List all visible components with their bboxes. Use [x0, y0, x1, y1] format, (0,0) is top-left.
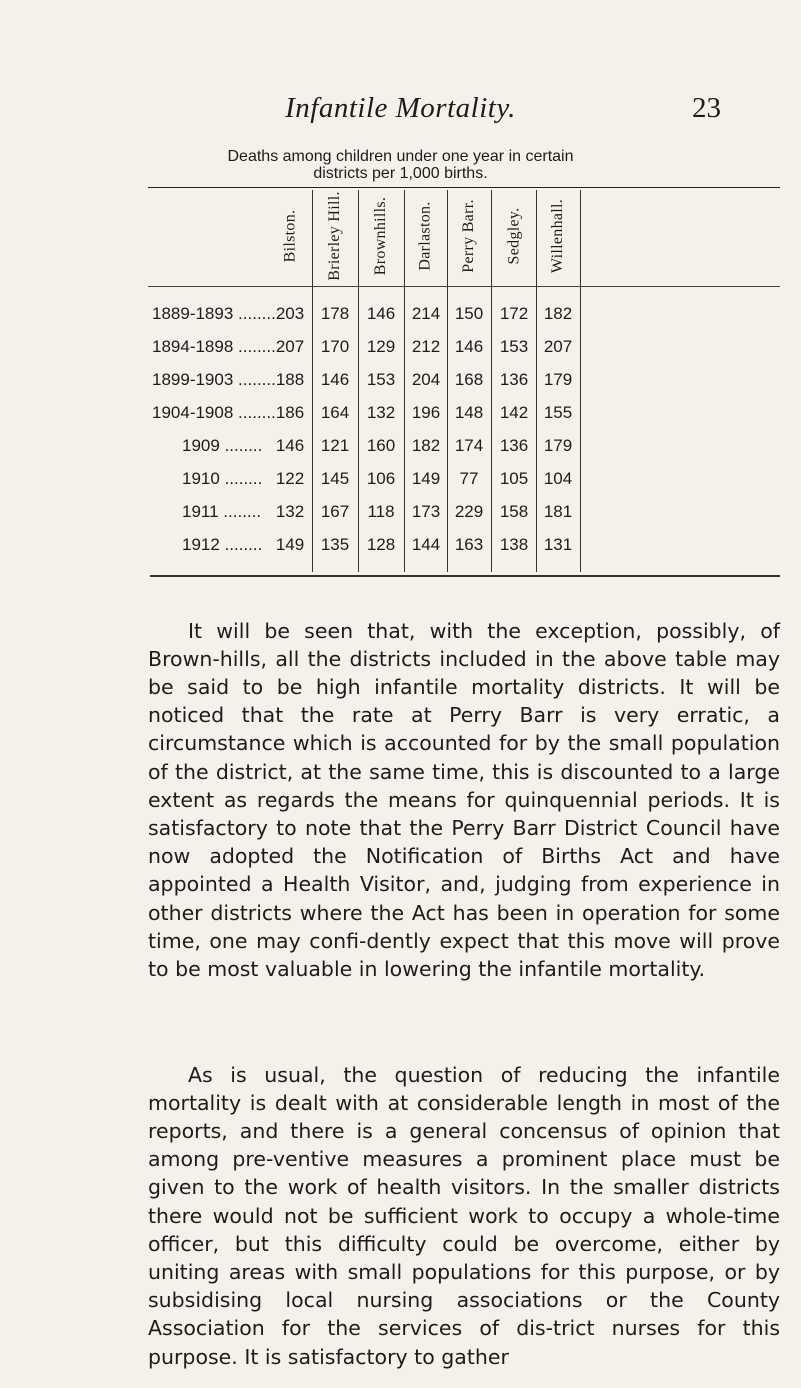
table-cell: 181: [543, 502, 573, 521]
row-label: 1904-1908 ........: [152, 403, 276, 422]
row-label: 1894-1898 ........: [152, 337, 276, 356]
table-cell: 164: [320, 403, 350, 422]
table-cell: 163: [454, 535, 484, 554]
column-header-perry-barr: Perry Barr.: [460, 199, 478, 273]
table-row: [0, 436, 801, 462]
row-label: 1909 ........: [182, 436, 263, 455]
page-number: 23: [692, 92, 721, 124]
table-cell: 121: [320, 436, 350, 455]
table-cell: 148: [454, 403, 484, 422]
table-cell: 144: [411, 535, 441, 554]
table-cell: 168: [454, 370, 484, 389]
table-cell: 145: [320, 469, 350, 488]
table-row: [0, 535, 801, 561]
table-row: [0, 403, 801, 429]
table-cell: 105: [499, 469, 529, 488]
caption-line-1: Deaths among children under one year in certain: [227, 148, 574, 165]
table-cell: 174: [454, 436, 484, 455]
column-header-willenhall: Willenhall.: [549, 198, 567, 274]
table-cell: 196: [411, 403, 441, 422]
table-cell: 167: [320, 502, 350, 521]
column-header-darlaston: Darlaston.: [417, 201, 435, 271]
table-cell: 160: [366, 436, 396, 455]
table-row: [0, 304, 801, 330]
running-title: Infantile Mortality.: [285, 92, 516, 124]
row-label: 1912 ........: [182, 535, 263, 554]
table-cell: 132: [366, 403, 396, 422]
table-cell: 188: [275, 370, 305, 389]
column-header-brierley-hill: Brierley Hill.: [326, 191, 344, 281]
table-cell: 138: [499, 535, 529, 554]
table-cell: 77: [459, 469, 479, 488]
table-cell: 146: [275, 436, 305, 455]
table-cell: 129: [366, 337, 396, 356]
table-cell: 136: [499, 436, 529, 455]
table-cell: 173: [411, 502, 441, 521]
table-cell: 229: [454, 502, 484, 521]
table-cell: 182: [543, 304, 573, 323]
table-cell: 203: [275, 304, 305, 323]
table-cell: 135: [320, 535, 350, 554]
paragraph-1: It will be seen that, with the exception, possibly, of Brown-hills, all the districts included in the above table may be said to be high infantile mortality districts. It will be noticed that the rate at Perry Barr is very erratic, a circumstance which is accounted for by the small population of the district, at the same time, this is discounted to a large extent as regards the means for quinquennial periods. It is satisfactory to note that the Perry Barr District Council have now adopted the Notification of Births Act and have appointed a Health Visitor, and, judging from experience in other districts where the Act has been in operation for some time, one may confi-dently expect that this move will prove to be most valuable in lowering the infantile mortality.: [148, 618, 780, 981]
table-cell: 118: [367, 502, 395, 521]
table-cell: 170: [320, 337, 350, 356]
table-cell: 153: [366, 370, 396, 389]
table-row: [0, 502, 801, 528]
row-label: 1889-1893 ........: [152, 304, 276, 323]
table-cell: 150: [454, 304, 484, 323]
table-cell: 104: [543, 469, 573, 488]
row-label: 1910 ........: [182, 469, 263, 488]
table-cell: 146: [366, 304, 396, 323]
table-cell: 146: [320, 370, 350, 389]
table-top-rule: [148, 187, 780, 188]
table-cell: 212: [411, 337, 441, 356]
table-cell: 179: [543, 370, 573, 389]
paragraph-2: As is usual, the question of reducing the infantile mortality is dealt with at considerable length in most of the reports, and there is a general concensus of opinion that among pre-ventive measures a prominent place must be given to the work of health visitors. In the smaller districts there would not be sufficient work to occupy a whole-time officer, but this difficulty could be overcome, either by uniting areas with small populations for this purpose, or by subsidising local nursing associations or the County Association for the services of dis-trict nurses for this purpose. It is satisfactory to gather: [148, 1062, 780, 1369]
table-cell: 207: [543, 337, 573, 356]
table-cell: 158: [499, 502, 529, 521]
table-row: [0, 469, 801, 495]
table-cell: 106: [366, 469, 396, 488]
table-cell: 146: [454, 337, 484, 356]
table-cell: 172: [499, 304, 529, 323]
table-cell: 182: [411, 436, 441, 455]
page-header: [0, 92, 801, 132]
table-cell: 149: [275, 535, 305, 554]
column-header-bilston: Bilston.: [281, 209, 299, 263]
table-cell: 179: [543, 436, 573, 455]
table-cell: 207: [275, 337, 305, 356]
table-cell: 214: [411, 304, 441, 323]
table-cell: 204: [411, 370, 441, 389]
table-cell: 153: [499, 337, 529, 356]
table-bottom-rule: [150, 575, 780, 580]
table-cell: 131: [543, 535, 573, 554]
table-cell: 155: [543, 403, 573, 422]
row-label: 1911 ........: [182, 502, 262, 521]
table-cell: 122: [275, 469, 305, 488]
table-row: [0, 337, 801, 363]
row-label: 1899-1903 ........: [152, 370, 276, 389]
table-header-rule: [148, 286, 780, 287]
table-cell: 128: [366, 535, 396, 554]
table-row: [0, 370, 801, 396]
caption-line-2: districts per 1,000 births.: [313, 165, 488, 182]
table-cell: 186: [275, 403, 305, 422]
column-header-brownhills: Brownhills.: [372, 196, 390, 276]
table-cell: 178: [320, 304, 350, 323]
column-header-sedgley: Sedgley.: [505, 207, 523, 265]
table-cell: 142: [499, 403, 529, 422]
table-caption: [0, 148, 801, 182]
table-cell: 136: [499, 370, 529, 389]
table-cell: 132: [275, 502, 305, 521]
table-cell: 149: [411, 469, 441, 488]
